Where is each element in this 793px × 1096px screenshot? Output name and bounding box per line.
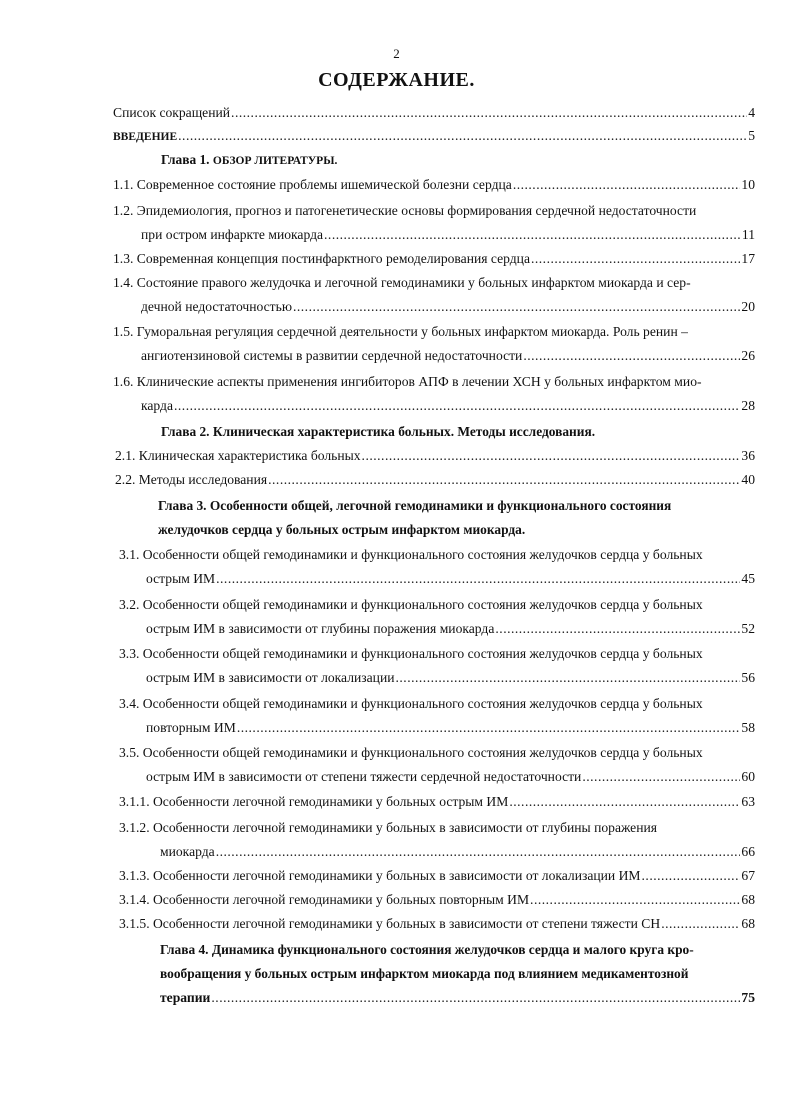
toc-entry-3-1[interactable] xyxy=(146,570,755,588)
toc-entry-label: острым ИМ xyxy=(146,571,216,586)
toc-entry-label: 2.2. Методы исследования xyxy=(115,472,268,487)
leader-dots xyxy=(293,298,740,316)
toc-entry-3-1-1[interactable] xyxy=(119,793,755,811)
toc-entry-label: острым ИМ в зависимости от глубины поражения миокарда xyxy=(146,621,495,636)
chapter-4-heading-line2: вообращения у больных острым инфарктом миокарда под влиянием медикаментозной xyxy=(160,966,689,981)
toc-entry-3-1-4[interactable] xyxy=(119,891,755,909)
chapter-3-heading-line2: желудочков сердца у больных острым инфарктом миокарда. xyxy=(158,522,526,537)
toc-entry-introduction[interactable] xyxy=(113,127,755,146)
toc-entry-1-6-line1[interactable]: 1.6. Клинические аспекты применения ингибиторов АПФ в лечении ХСН у больных инфарктом мио- xyxy=(113,374,702,389)
toc-page-number: 75 xyxy=(741,990,755,1005)
toc-entry-label: повторным ИМ xyxy=(146,720,236,735)
leader-dots xyxy=(513,176,741,194)
toc-entry-1-4-line1[interactable]: 1.4. Состояние правого желудочка и легочной гемодинамики у больных инфарктом миокарда и сер- xyxy=(113,275,691,290)
toc-entry-label: 3.1.5. Особенности легочной гемодинамики у больных в зависимости от степени тяжести СН xyxy=(119,916,661,931)
leader-dots xyxy=(523,347,740,365)
toc-entry-label: терапии xyxy=(160,990,211,1005)
toc-entry-chapter-4[interactable] xyxy=(160,989,755,1007)
chapter-2-heading: Глава 2. Клиническая характеристика больных. Методы исследования. xyxy=(161,424,596,439)
toc-page-number: 5 xyxy=(748,128,755,143)
toc-entry-label: миокарда xyxy=(160,844,215,859)
toc-entry-3-2[interactable] xyxy=(146,620,755,638)
leader-dots xyxy=(216,843,741,861)
toc-entry-1-2-line1[interactable]: 1.2. Эпидемиология, прогноз и патогенетические основы формирования сердечной недостаточности xyxy=(113,203,697,218)
leader-dots xyxy=(530,891,740,909)
toc-page-number: 26 xyxy=(741,348,755,363)
leader-dots xyxy=(661,915,740,933)
toc-page-number: 45 xyxy=(741,571,755,586)
toc-entry-label: 3.1.3. Особенности легочной гемодинамики у больных в зависимости от локализации ИМ xyxy=(119,868,641,883)
toc-entry-2-1[interactable] xyxy=(115,447,755,465)
toc-entry-label: острым ИМ в зависимости от локализации xyxy=(146,670,395,685)
leader-dots xyxy=(396,669,741,687)
toc-entry-2-2[interactable] xyxy=(115,471,755,489)
toc-entry-3-3-line1[interactable]: 3.3. Особенности общей гемодинамики и функционального состояния желудочков сердца у больных xyxy=(119,646,703,661)
leader-dots xyxy=(582,768,740,786)
toc-entry-1-1[interactable] xyxy=(113,176,755,194)
page-number: 2 xyxy=(393,46,400,61)
leader-dots xyxy=(231,104,747,122)
page-title: СОДЕРЖАНИЕ. xyxy=(318,69,475,91)
toc-entry-1-6[interactable] xyxy=(141,397,755,415)
toc-entry-3-3[interactable] xyxy=(146,669,755,687)
leader-dots xyxy=(211,989,740,1007)
toc-entry-3-1-2[interactable] xyxy=(160,843,755,861)
leader-dots xyxy=(174,397,740,415)
toc-entry-label: 1.1. Современное состояние проблемы ишемической болезни сердца xyxy=(113,177,512,192)
toc-entry-label: карда xyxy=(141,398,173,413)
toc-entry-3-1-3[interactable] xyxy=(119,867,755,885)
toc-entry-3-1-5[interactable] xyxy=(119,915,755,933)
toc-entry-3-5[interactable] xyxy=(146,768,755,786)
toc-entry-label: ВВЕДЕНИЕ xyxy=(113,131,178,143)
toc-entry-label: 3.1.4. Особенности легочной гемодинамики у больных повторным ИМ xyxy=(119,892,530,907)
chapter-1-heading xyxy=(161,151,337,170)
toc-page-number: 40 xyxy=(741,472,755,487)
toc-page-number: 11 xyxy=(741,227,755,242)
toc-entry-label: дечной недостаточностью xyxy=(141,299,292,314)
chapter-1-subtitle: ОБЗОР ЛИТЕРАТУРЫ. xyxy=(212,155,338,167)
toc-entry-1-5[interactable] xyxy=(141,347,755,365)
toc-page-number: 68 xyxy=(741,892,755,907)
toc-entry-3-4[interactable] xyxy=(146,719,755,737)
toc-page-number: 58 xyxy=(741,720,755,735)
leader-dots xyxy=(642,867,741,885)
toc-entry-1-4[interactable] xyxy=(141,298,755,316)
leader-dots xyxy=(362,447,741,465)
toc-entry-label: Список сокращений xyxy=(113,105,231,120)
toc-page-number: 60 xyxy=(741,769,755,784)
chapter-4-heading-line1: Глава 4. Динамика функционального состояния желудочков сердца и малого круга кро- xyxy=(160,942,694,957)
chapter-1-title: Глава 1. xyxy=(161,152,210,167)
toc-page-number: 10 xyxy=(741,177,755,192)
toc-page-number: 56 xyxy=(741,670,755,685)
toc-entry-1-3[interactable] xyxy=(113,250,755,268)
toc-entry-3-4-line1[interactable]: 3.4. Особенности общей гемодинамики и функционального состояния желудочков сердца у больных xyxy=(119,696,703,711)
toc-page-number: 36 xyxy=(741,448,755,463)
toc-entry-1-5-line1[interactable]: 1.5. Гуморальная регуляция сердечной деятельности у больных инфарктом миокарда. Роль ренин – xyxy=(113,324,688,339)
toc-entry-label: 1.3. Современная концепция постинфарктного ремоделирования сердца xyxy=(113,251,530,266)
toc-entry-3-5-line1[interactable]: 3.5. Особенности общей гемодинамики и функционального состояния желудочков сердца у больных xyxy=(119,745,703,760)
toc-entry-label: при остром инфаркте миокарда xyxy=(141,227,324,242)
leader-dots xyxy=(495,620,740,638)
toc-entry-3-2-line1[interactable]: 3.2. Особенности общей гемодинамики и функционального состояния желудочков сердца у больных xyxy=(119,597,703,612)
toc-entry-abbreviations[interactable] xyxy=(113,104,755,122)
toc-page-number: 67 xyxy=(741,868,755,883)
toc-entry-3-1-2-line1[interactable]: 3.1.2. Особенности легочной гемодинамики у больных в зависимости от глубины поражения xyxy=(119,820,658,835)
toc-page-number: 4 xyxy=(748,105,755,120)
leader-dots xyxy=(324,226,741,244)
toc-page-number: 28 xyxy=(741,398,755,413)
toc-page-number: 66 xyxy=(741,844,755,859)
leader-dots xyxy=(216,570,740,588)
toc-entry-label: острым ИМ в зависимости от степени тяжести сердечной недостаточности xyxy=(146,769,582,784)
toc-page-number: 17 xyxy=(741,251,755,266)
leader-dots xyxy=(237,719,741,737)
toc-entry-label: ангиотензиновой системы в развитии сердечной недостаточности xyxy=(141,348,523,363)
toc-page-number: 52 xyxy=(741,621,755,636)
toc-page-number: 20 xyxy=(741,299,755,314)
leader-dots xyxy=(509,793,740,811)
toc-page-number: 63 xyxy=(741,794,755,809)
toc-entry-1-2[interactable] xyxy=(141,226,755,244)
toc-page-number: 68 xyxy=(741,916,755,931)
toc-entry-label: 3.1.1. Особенности легочной гемодинамики у больных острым ИМ xyxy=(119,794,509,809)
leader-dots xyxy=(531,250,740,268)
toc-entry-3-1-line1[interactable]: 3.1. Особенности общей гемодинамики и функционального состояния желудочков сердца у больных xyxy=(119,547,703,562)
toc-entry-label: 2.1. Клиническая характеристика больных xyxy=(115,448,361,463)
leader-dots xyxy=(178,127,747,145)
chapter-3-heading-line1: Глава 3. Особенности общей, легочной гемодинамики и функционального состояния xyxy=(158,498,672,513)
leader-dots xyxy=(268,471,740,489)
